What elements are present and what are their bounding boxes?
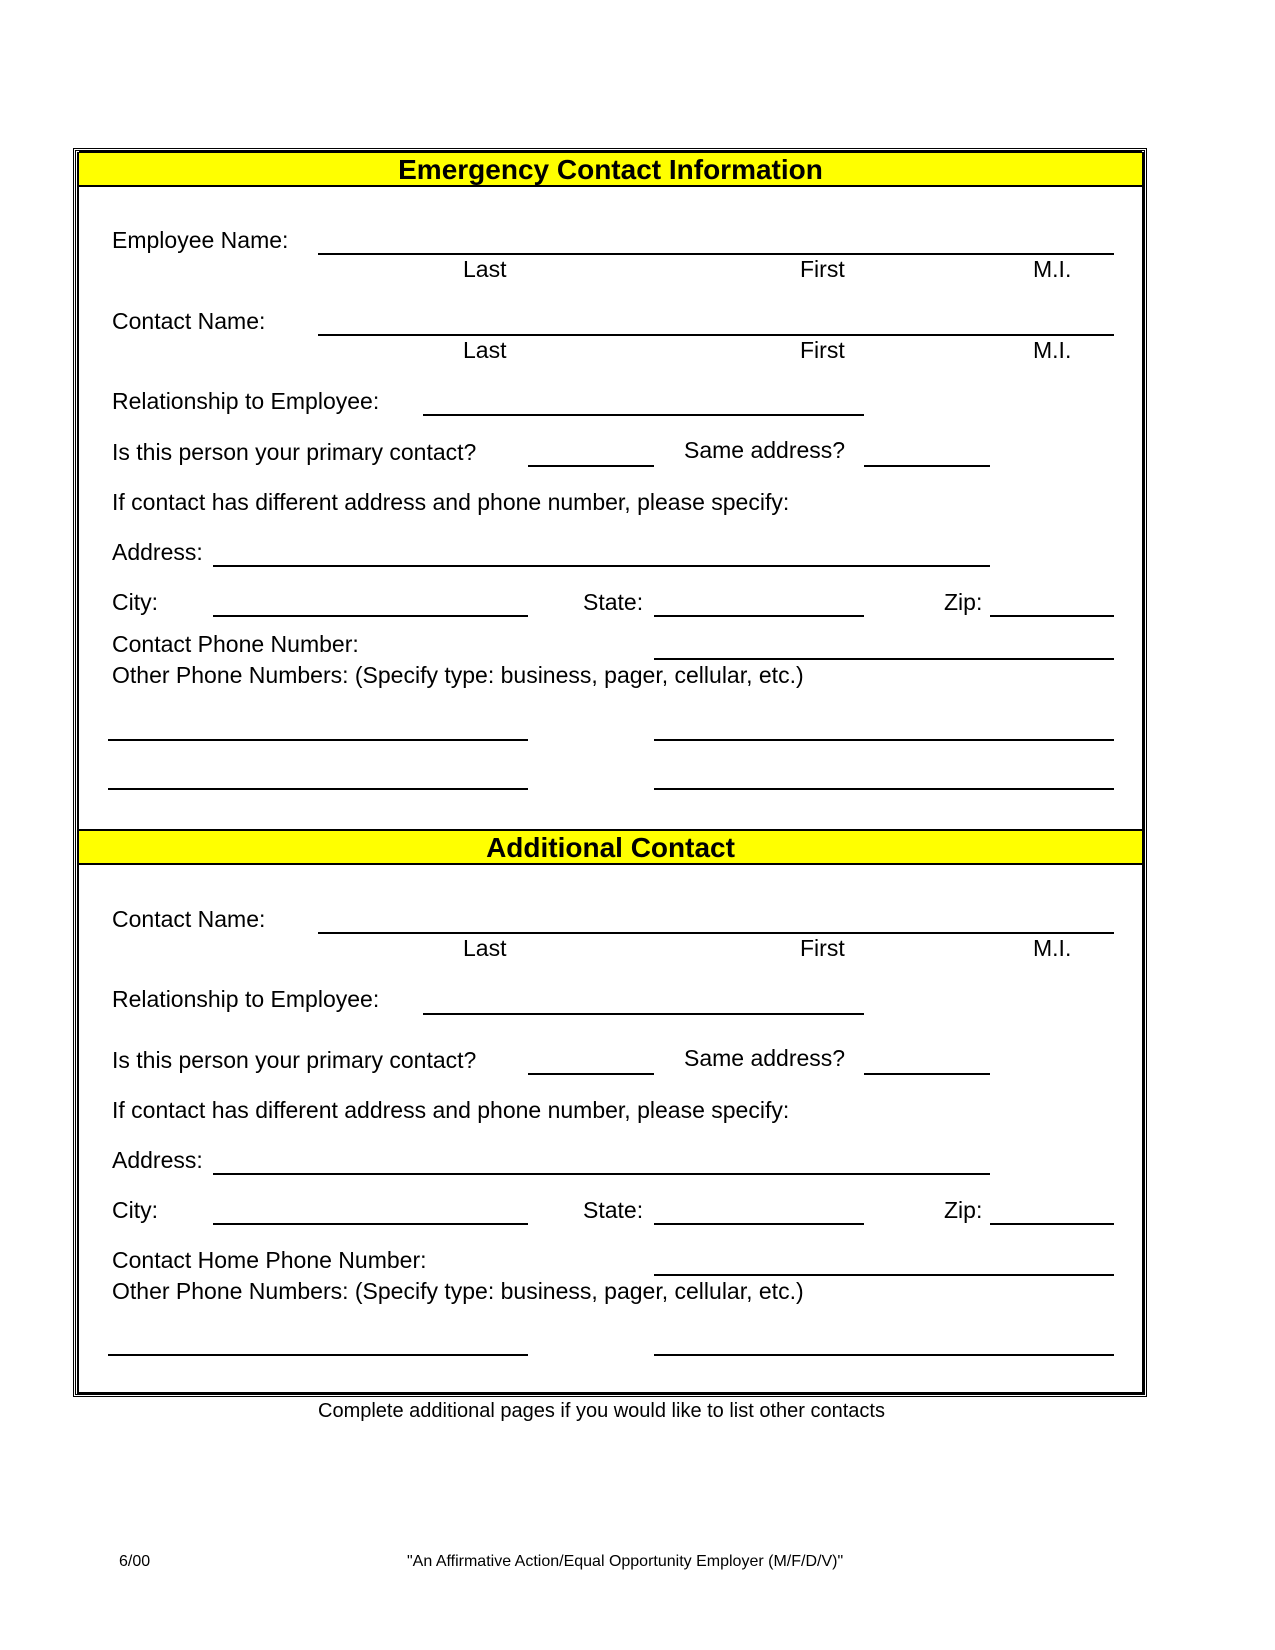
additional-contact-name-label: Contact Name: <box>112 906 266 932</box>
additional-same-address-field[interactable] <box>864 1073 990 1075</box>
other-phone-label: Other Phone Numbers: (Specify type: business, pager, cellular, etc.) <box>112 662 804 688</box>
additional-relationship-field[interactable] <box>423 1013 864 1015</box>
address-label: Address: <box>112 539 203 565</box>
additional-address-field[interactable] <box>213 1173 990 1175</box>
additional-zip-field[interactable] <box>990 1223 1114 1225</box>
additional-contact-name-field[interactable] <box>318 932 1114 934</box>
contact-mi-caption: M.I. <box>1033 337 1072 363</box>
additional-primary-contact-label: Is this person your primary contact? <box>112 1047 477 1073</box>
other-phone-field-1[interactable] <box>108 739 528 741</box>
additional-first-caption: First <box>800 935 845 961</box>
additional-address-label: Address: <box>112 1147 203 1173</box>
additional-state-field[interactable] <box>654 1223 864 1225</box>
additional-city-field[interactable] <box>213 1223 528 1225</box>
zip-label: Zip: <box>944 589 983 615</box>
additional-mi-caption: M.I. <box>1033 935 1072 961</box>
additional-different-address-note: If contact has different address and phone number, please specify: <box>112 1097 790 1123</box>
additional-same-address-label: Same address? <box>684 1045 846 1071</box>
employee-name-field[interactable] <box>318 253 1114 255</box>
other-phone-field-2[interactable] <box>654 739 1114 741</box>
additional-zip-label: Zip: <box>944 1197 983 1223</box>
contact-phone-field[interactable] <box>654 658 1114 660</box>
contact-name-label: Contact Name: <box>112 308 266 334</box>
primary-contact-field[interactable] <box>528 465 654 467</box>
city-label: City: <box>112 589 158 615</box>
contact-phone-label: Contact Phone Number: <box>112 631 359 657</box>
contact-name-field[interactable] <box>318 334 1114 336</box>
employee-name-label: Employee Name: <box>112 227 289 253</box>
employee-last-caption: Last <box>463 256 507 282</box>
additional-other-phone-label: Other Phone Numbers: (Specify type: business, pager, cellular, etc.) <box>112 1278 804 1304</box>
additional-other-phone-field-2[interactable] <box>654 1354 1114 1356</box>
state-field[interactable] <box>654 615 864 617</box>
additional-city-label: City: <box>112 1197 158 1223</box>
zip-field[interactable] <box>990 615 1114 617</box>
state-label: State: <box>583 589 644 615</box>
additional-relationship-label: Relationship to Employee: <box>112 986 380 1012</box>
same-address-field[interactable] <box>864 465 990 467</box>
city-field[interactable] <box>213 615 528 617</box>
additional-section-title: Additional Contact <box>79 829 1142 865</box>
other-phone-field-4[interactable] <box>654 788 1114 790</box>
contact-last-caption: Last <box>463 337 507 363</box>
additional-home-phone-field[interactable] <box>654 1274 1114 1276</box>
same-address-label: Same address? <box>684 437 846 463</box>
additional-other-phone-field-1[interactable] <box>108 1354 528 1356</box>
additional-pages-note: Complete additional pages if you would like to list other contacts <box>318 1400 885 1422</box>
employee-first-caption: First <box>800 256 845 282</box>
eoe-statement: "An Affirmative Action/Equal Opportunity Employer (M/F/D/V)" <box>407 1553 844 1570</box>
primary-contact-label: Is this person your primary contact? <box>112 439 477 465</box>
additional-last-caption: Last <box>463 935 507 961</box>
additional-state-label: State: <box>583 1197 644 1223</box>
different-address-note: If contact has different address and phone number, please specify: <box>112 489 790 515</box>
additional-primary-contact-field[interactable] <box>528 1073 654 1075</box>
relationship-field[interactable] <box>423 414 864 416</box>
employee-mi-caption: M.I. <box>1033 256 1072 282</box>
other-phone-field-3[interactable] <box>108 788 528 790</box>
emergency-section-title: Emergency Contact Information <box>79 151 1142 187</box>
form-date-code: 6/00 <box>119 1553 151 1570</box>
relationship-label: Relationship to Employee: <box>112 388 380 414</box>
contact-first-caption: First <box>800 337 845 363</box>
additional-home-phone-label: Contact Home Phone Number: <box>112 1247 427 1273</box>
address-field[interactable] <box>213 565 990 567</box>
